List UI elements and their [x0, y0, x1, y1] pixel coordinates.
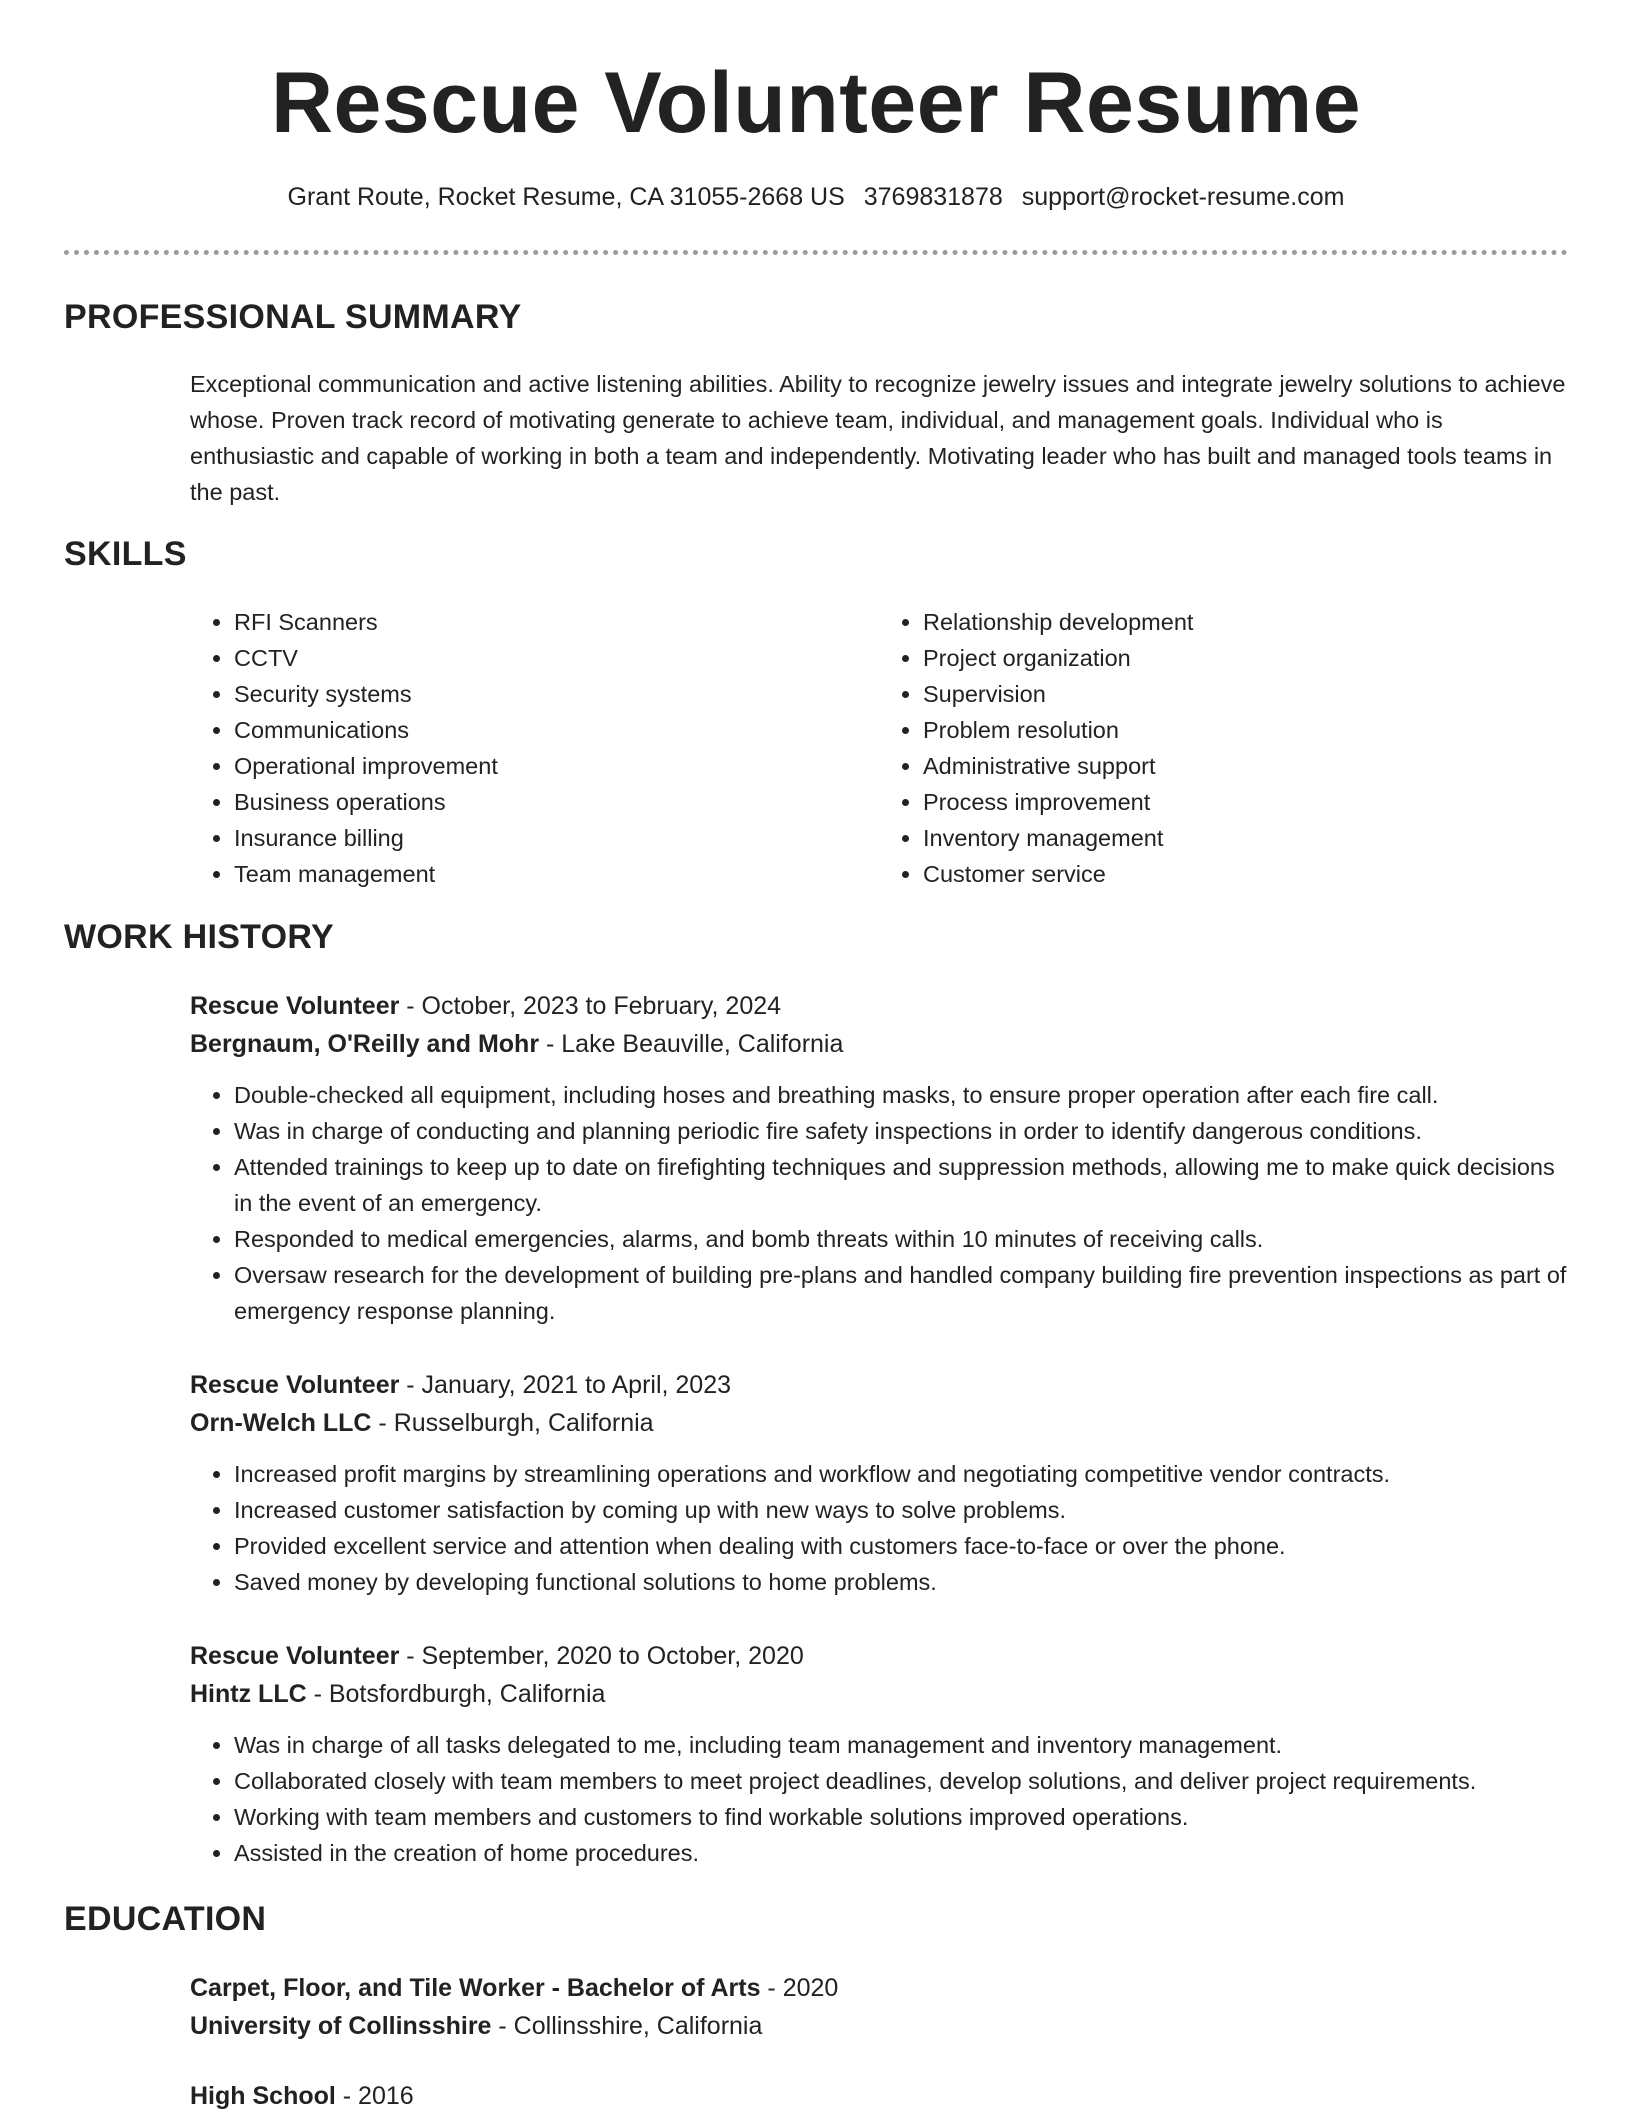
contact-phone: 3769831878 [863, 183, 1003, 211]
contact-line [64, 183, 1568, 212]
job-role: Rescue Volunteer [190, 992, 400, 1020]
job-entry [190, 1637, 1568, 1871]
job-role-line [190, 1637, 1568, 1675]
skill-item: • Team management [234, 856, 879, 892]
skill-item: • Process improvement [923, 784, 1568, 820]
job-company: Orn-Welch LLC [190, 1409, 372, 1437]
job-bullet: • Collaborated closely with team members to meet project deadlines, develop solutions, and deliver project requirements. [234, 1763, 1568, 1799]
job-role-line [190, 987, 1568, 1025]
education-degree-line [190, 1969, 1568, 2007]
section-title-skills: SKILLS [64, 535, 187, 573]
job-bullet: • Saved money by developing functional solutions to home problems. [234, 1564, 1568, 1600]
education-degree: High School [190, 2082, 336, 2110]
skill-item: • Relationship development [923, 604, 1568, 640]
skill-item: • Project organization [923, 640, 1568, 676]
education-school: University of Collinsshire [190, 2012, 492, 2040]
job-bullet: • Was in charge of conducting and planning periodic fire safety inspections in order to identify dangerous conditions. [234, 1113, 1568, 1149]
job-role: Rescue Volunteer [190, 1371, 400, 1399]
job-bullet: • Increased profit margins by streamlining operations and workflow and negotiating competitive vendor contracts. [234, 1456, 1568, 1492]
summary-text: Exceptional communication and active listening abilities. Ability to recognize jewelry issues and integrate jewelry solutions to achieve whose. Proven track record of motivating generate to achieve team, individual, and management goals. Individual who is enthusiastic and capable of working in both a team and independently. Motivating leader who has built and managed tools teams in the past. [190, 371, 1566, 505]
job-dates: - October, 2023 to February, 2024 [399, 992, 782, 1020]
skills-column-left [190, 604, 879, 892]
resume-title: Rescue Volunteer Resume [270, 55, 1362, 151]
education-entry [190, 1969, 1568, 2045]
job-role: Rescue Volunteer [190, 1642, 400, 1670]
education-entry [190, 2077, 1568, 2115]
section-title-work-history: WORK HISTORY [64, 918, 334, 956]
skill-item: • RFI Scanners [234, 604, 879, 640]
skills-column-right [879, 604, 1568, 892]
job-location: - Botsfordburgh, California [306, 1680, 606, 1708]
job-bullet: • Increased customer satisfaction by coming up with new ways to solve problems. [234, 1492, 1568, 1528]
job-entry [190, 1366, 1568, 1600]
skill-item: • CCTV [234, 640, 879, 676]
skill-item: • Communications [234, 712, 879, 748]
job-location: - Russelburgh, California [371, 1409, 654, 1437]
skill-item: • Operational improvement [234, 748, 879, 784]
job-bullet: • Attended trainings to keep up to date on firefighting techniques and suppression methods, allowing me to make quick decisions in the event of an emergency. [234, 1149, 1568, 1221]
skill-item: • Supervision [923, 676, 1568, 712]
header-divider [64, 250, 1568, 255]
skill-item: • Business operations [234, 784, 879, 820]
contact-email[interactable]: support@rocket-resume.com [1021, 183, 1345, 211]
job-company: Bergnaum, O'Reilly and Mohr [190, 1030, 540, 1058]
job-bullet: • Double-checked all equipment, including hoses and breathing masks, to ensure proper operation after each fire call. [234, 1077, 1568, 1113]
contact-address: Grant Route, Rocket Resume, CA 31055-2668 US [287, 183, 845, 211]
section-title-summary: PROFESSIONAL SUMMARY [64, 298, 522, 336]
education-degree: Carpet, Floor, and Tile Worker - Bachelor of Arts [190, 1974, 761, 2002]
job-bullets [190, 1077, 1568, 1329]
job-company-line [190, 1404, 1568, 1442]
job-bullet: • Responded to medical emergencies, alarms, and bomb threats within 10 minutes of receiving calls. [234, 1221, 1568, 1257]
skill-item: • Customer service [923, 856, 1568, 892]
job-bullet: • Oversaw research for the development of building pre-plans and handled company building fire prevention inspections as part of emergency response planning. [234, 1257, 1568, 1329]
education-location: - Collinsshire, California [491, 2012, 763, 2040]
education-degree-line [190, 2077, 1568, 2115]
job-role-line [190, 1366, 1568, 1404]
skill-item: • Problem resolution [923, 712, 1568, 748]
job-dates: - September, 2020 to October, 2020 [399, 1642, 804, 1670]
skills-list [190, 604, 1568, 892]
job-location: - Lake Beauville, California [539, 1030, 844, 1058]
job-company: Hintz LLC [190, 1680, 307, 1708]
job-bullet: • Provided excellent service and attention when dealing with customers face-to-face or over the phone. [234, 1528, 1568, 1564]
skill-item: • Administrative support [923, 748, 1568, 784]
job-bullet: • Was in charge of all tasks delegated to me, including team management and inventory management. [234, 1727, 1568, 1763]
job-entry [190, 987, 1568, 1329]
job-bullets [190, 1456, 1568, 1600]
skill-item: • Security systems [234, 676, 879, 712]
education-year: - 2020 [760, 1974, 839, 2002]
job-dates: - January, 2021 to April, 2023 [399, 1371, 732, 1399]
job-bullet: • Assisted in the creation of home procedures. [234, 1835, 1568, 1871]
job-bullet: • Working with team members and customers to find workable solutions improved operations. [234, 1799, 1568, 1835]
education-school-line [190, 2007, 1568, 2045]
job-company-line [190, 1675, 1568, 1713]
skill-item: • Insurance billing [234, 820, 879, 856]
job-company-line [190, 1025, 1568, 1063]
education-year: - 2016 [335, 2082, 414, 2110]
job-bullets [190, 1727, 1568, 1871]
section-title-education: EDUCATION [64, 1900, 267, 1938]
skill-item: • Inventory management [923, 820, 1568, 856]
